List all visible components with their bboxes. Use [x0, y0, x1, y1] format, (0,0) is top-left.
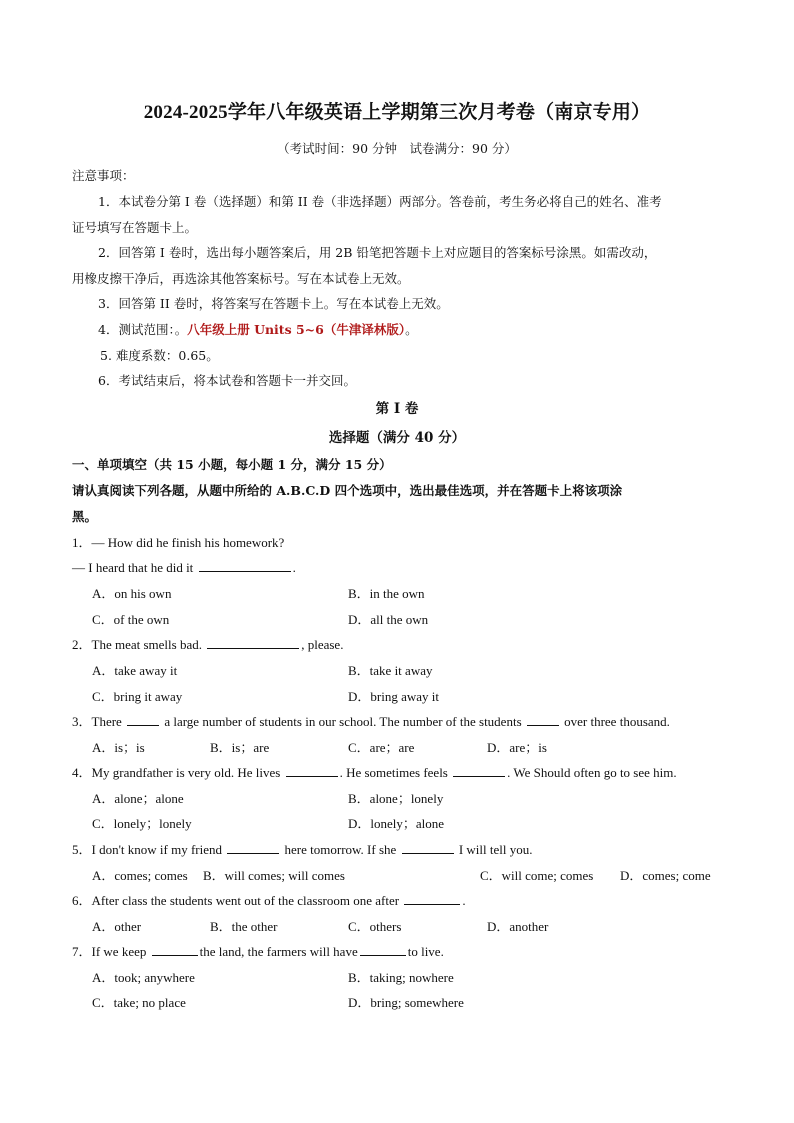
q3-option-b: B．is；are — [210, 740, 270, 755]
note-3: 3．回答第 II 卷时，将答案写在答题卡上。写在本试卷上无效。 — [98, 296, 449, 311]
q2-option-a: A．take away it — [92, 663, 178, 678]
note-4-suffix: 。 — [405, 322, 418, 337]
q5-option-a: A．comes; comes — [92, 868, 188, 883]
q6-option-a: A．other — [92, 919, 142, 934]
q7-s2: the land, the farmers will have — [199, 944, 358, 959]
test-scope: 八年级上册 Units 5~6（牛津译林版） — [187, 322, 406, 337]
q2-option-d: D．bring away it — [348, 689, 439, 704]
q6-s2: . — [462, 893, 466, 908]
q7-s1: 7．If we keep — [72, 944, 147, 959]
q6-option-b: B．the other — [210, 919, 278, 934]
part-subtitle: 选择题（满分 40 分） — [328, 430, 466, 446]
q5-s2: here tomorrow. If she — [284, 842, 397, 857]
q2-stem-start: 2．The meat smells bad. — [72, 637, 202, 652]
answer-blank — [199, 558, 291, 572]
q1-option-b: B．in the own — [348, 586, 425, 601]
note-2: 2．回答第 I 卷时，选出每小题答案后，用 2B 铅笔把答题卡上对应题目的答案标号涂黑。如需改动， — [98, 245, 657, 260]
q2-option-c: C．bring it away — [92, 689, 183, 704]
answer-blank — [286, 763, 338, 777]
note-4 — [98, 320, 418, 338]
q6-s1: 6．After class the students went out of the classroom one after — [72, 893, 400, 908]
note-6: 6．考试结束后，将本试卷和答题卡一并交回。 — [98, 373, 356, 388]
q4-option-a: A．alone；alone — [92, 791, 184, 806]
section-heading: 一、单项填空（共 15 小题，每小题 1 分，满分 15 分） — [72, 457, 392, 472]
q6-stem — [72, 890, 466, 909]
answer-blank — [360, 942, 406, 956]
q3-option-c: C．are；are — [348, 740, 415, 755]
note-2-cont: 用橡皮擦干净后，再选涂其他答案标号。写在本试卷上无效。 — [72, 271, 410, 286]
q3-stem — [72, 711, 670, 730]
part-title: 第 I 卷 — [375, 401, 419, 417]
notes-heading: 注意事项： — [72, 168, 135, 183]
q4-stem — [72, 762, 677, 781]
q7-option-c: C．take; no place — [92, 995, 186, 1010]
q3-s1: 3．There — [72, 714, 122, 729]
answer-blank — [527, 712, 559, 726]
q5-option-d: D．comes; come — [620, 868, 711, 883]
answer-blank — [227, 840, 279, 854]
q1-stem: 1．— How did he finish his homework? — [72, 535, 285, 550]
q3-s3: over three thousand. — [564, 714, 670, 729]
q4-s2: . He sometimes feels — [339, 765, 448, 780]
section-instruction-cont: 黑。 — [72, 509, 98, 524]
q4-option-b: B．alone；lonely — [348, 791, 444, 806]
q4-option-c: C．lonely；lonely — [92, 816, 192, 831]
q4-s3: . We Should often go to see him. — [507, 765, 677, 780]
q1-option-a: A．on his own — [92, 586, 172, 601]
q6-option-d: D．another — [487, 919, 549, 934]
note-5: 5. 难度系数：0.65。 — [100, 348, 219, 363]
q4-option-d: D．lonely；alone — [348, 816, 445, 831]
exam-subtitle: （考试时间：90 分钟 试卷满分：90 分） — [277, 141, 517, 156]
q1-line2-text: — I heard that he did it — [72, 560, 194, 575]
q4-s1: 4．My grandfather is very old. He lives — [72, 765, 281, 780]
q7-option-d: D．bring; somewhere — [348, 995, 464, 1010]
q1-line2-end: . — [292, 560, 296, 575]
q1-option-d: D．all the own — [348, 612, 429, 627]
q3-option-d: D．are；is — [487, 740, 547, 755]
q7-option-b: B．taking; nowhere — [348, 970, 454, 985]
q3-option-a: A．is；is — [92, 740, 145, 755]
q7-s3: to live. — [407, 944, 444, 959]
q7-stem — [72, 941, 444, 960]
section-instruction: 请认真阅读下列各题，从题中所给的 A.B.C.D 四个选项中，选出最佳选项，并在答题卡上将该项涂 — [72, 483, 623, 498]
note-1-cont: 证号填写在答题卡上。 — [72, 220, 198, 235]
answer-blank — [404, 891, 460, 905]
answer-blank — [127, 712, 159, 726]
q2-stem-end: , please. — [301, 637, 344, 652]
q5-stem — [72, 839, 532, 858]
q1-option-c: C．of the own — [92, 612, 170, 627]
q1-line2 — [72, 558, 296, 576]
q2-stem — [72, 634, 343, 653]
q7-option-a: A．took; anywhere — [92, 970, 195, 985]
q2-option-b: B．take it away — [348, 663, 433, 678]
q5-option-c: C．will come; comes — [480, 868, 594, 883]
q5-option-b: B．will comes; will comes — [203, 868, 345, 883]
note-4-prefix: 4．测试范围：。 — [98, 322, 188, 337]
q3-s2: a large number of students in our school. The number of the students — [164, 714, 522, 729]
note-1: 1．本试卷分第 I 卷（选择题）和第 II 卷（非选择题）两部分。答卷前，考生务必将自己的姓名、准考 — [98, 194, 662, 209]
exam-title: 2024-2025学年八年级英语上学期第三次月考卷（南京专用） — [143, 102, 651, 123]
answer-blank — [152, 942, 198, 956]
q6-option-c: C．others — [348, 919, 402, 934]
q5-s3: I will tell you. — [458, 842, 533, 857]
q5-s1: 5．I don't know if my friend — [72, 842, 223, 857]
answer-blank — [402, 840, 454, 854]
answer-blank — [453, 763, 505, 777]
answer-blank — [207, 635, 299, 649]
